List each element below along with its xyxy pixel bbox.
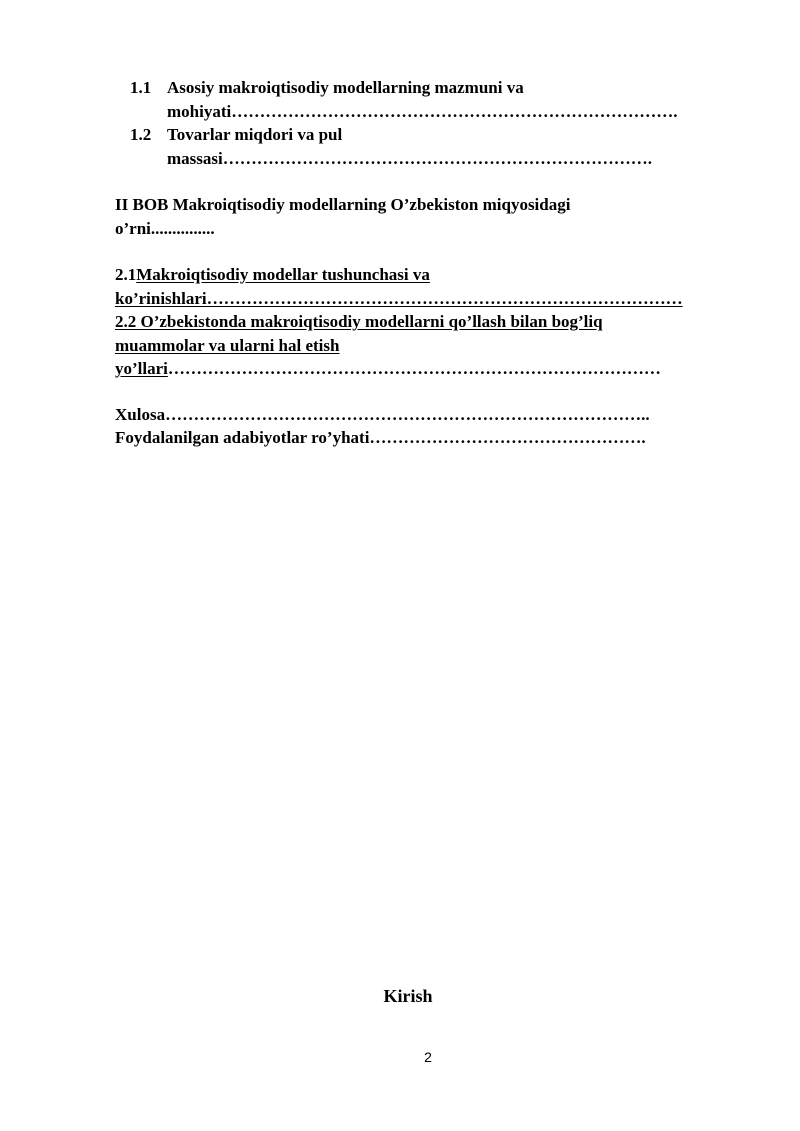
toc-item-2-2-leader-dots: ……………………………………………………………………………: [167, 359, 661, 378]
toc-item-2-2-title-line-2: muammolar va ularni hal etish: [115, 336, 340, 355]
toc-item-1-1-continuation: mohiyati…………………………………………………………………….: [167, 102, 678, 121]
toc-item-2-1-number: 2.1: [115, 265, 137, 284]
toc-item-2-1-continuation: ko’rinishlari…………………………………………………………………………: [115, 289, 683, 308]
page-number: 2: [424, 1049, 432, 1065]
toc-item-1-2-continuation: massasi………………………………………………………………….: [167, 149, 652, 168]
toc-references: Foydalanilgan adabiyotlar ro’yhati………………………………………….: [115, 428, 646, 447]
toc-item-1-2-title: Tovarlar miqdori va pul: [167, 125, 343, 144]
toc-conclusion: Xulosa…………………………………………………………………………..: [115, 405, 650, 424]
toc-chapter-2-title: II BOB Makroiqtisodiy modellarning O’zbekiston miqyosidagi: [115, 195, 571, 214]
toc-item-2-1-title-line: [115, 264, 430, 286]
toc-item-2-1-title: Makroiqtisodiy modellar tushunchasi va: [136, 265, 430, 284]
toc-item-1-1-title-line: [130, 77, 524, 99]
toc-item-1-1-number: 1.1: [130, 78, 152, 97]
toc-item-1-1-title: Asosiy makroiqtisodiy modellarning mazmuni va: [167, 78, 524, 97]
section-heading-kirish: Kirish: [383, 986, 433, 1006]
toc-item-2-2-continuation-word: yo’llari: [115, 359, 168, 378]
toc-item-1-2-number: 1.2: [130, 125, 152, 144]
toc-chapter-2-continuation: o’rni...............: [115, 219, 215, 238]
toc-item-2-2-title: 2.2 O’zbekistonda makroiqtisodiy modellarni qo’llash bilan bog’liq: [115, 312, 603, 331]
toc-item-1-2-title-line: [130, 124, 342, 146]
toc-item-2-2-continuation: [115, 358, 661, 380]
